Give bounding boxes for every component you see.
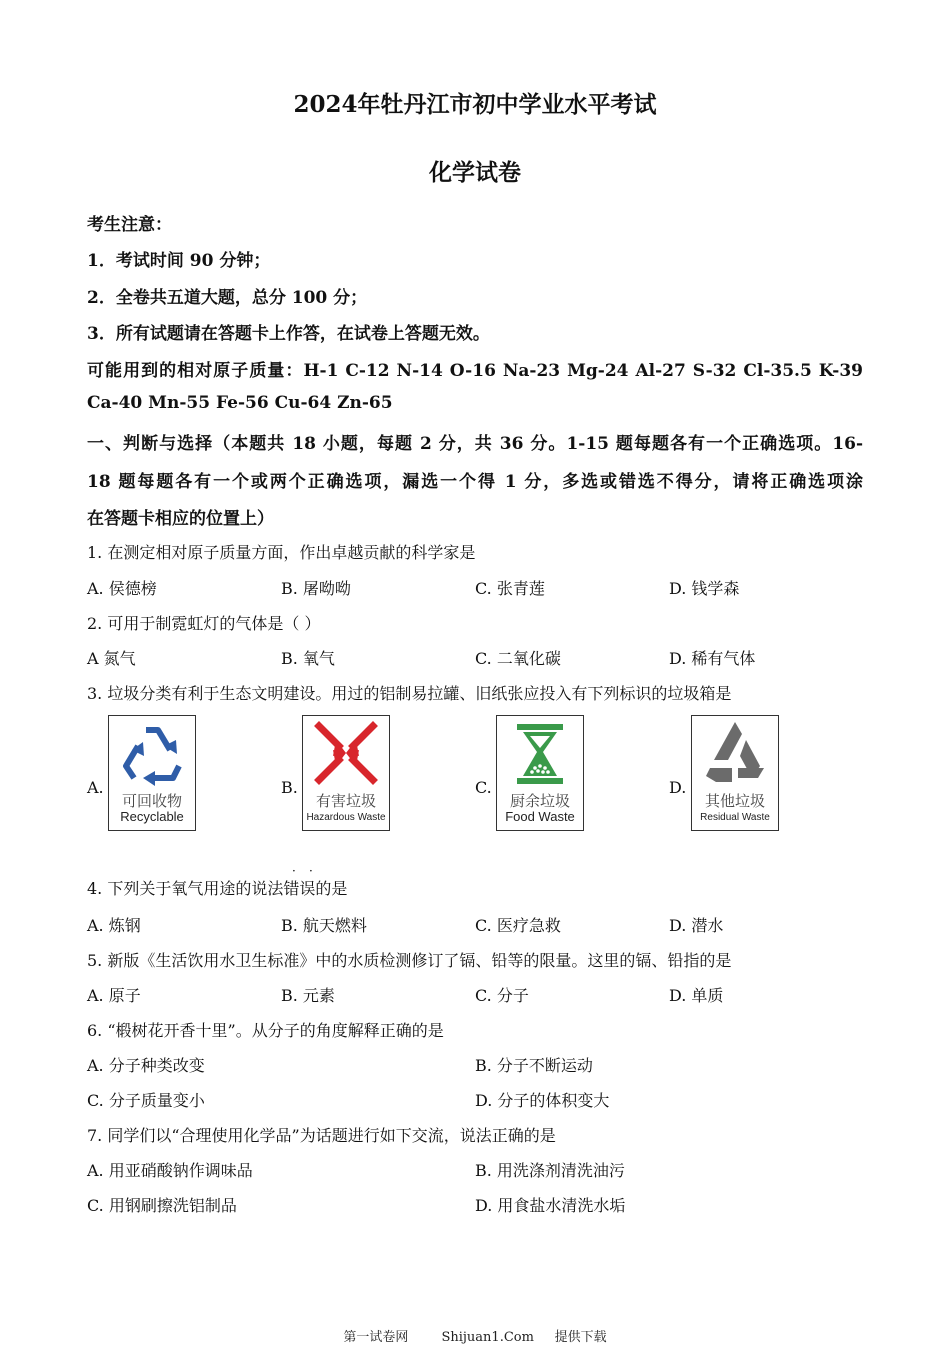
question-1-option-a[interactable]: A. 侯德榜 <box>87 579 157 598</box>
notice-heading: 考生注意： <box>87 215 172 235</box>
question-5-option-a[interactable]: A. 原子 <box>87 986 141 1005</box>
question-6-option-a[interactable]: A. 分子种类改变 <box>87 1056 205 1075</box>
question-1-stem: 1. 在测定相对原子质量方面，作出卓越贡献的科学家是 <box>87 543 476 562</box>
question-3-option-b[interactable]: B. <box>281 778 298 797</box>
page-footer: 第一试卷网 Shijuan1.Com 提供下载 <box>343 1330 607 1345</box>
exam-subtitle: 化学试卷 <box>429 159 521 186</box>
hazard-cross-icon <box>303 716 389 790</box>
question-1-option-d[interactable]: D. 钱学森 <box>669 579 740 598</box>
bin-label-cn: 厨余垃圾 <box>509 792 570 810</box>
hourglass-icon <box>497 716 583 790</box>
question-7-stem: 7. 同学们以“合理使用化学品”为话题进行如下交流，说法正确的是 <box>87 1126 556 1145</box>
bin-label-en: Hazardous Waste <box>306 812 386 823</box>
question-2-option-d[interactable]: D. 稀有气体 <box>669 649 756 668</box>
question-7-option-b[interactable]: B. 用洗涤剂清洗油污 <box>475 1161 625 1180</box>
atomic-mass-line-1: 可能用到的相对原子质量：H-1 C-12 N-14 O-16 Na-23 Mg-24 Al-27 S-32 Cl-35.5 K-39 <box>87 361 863 381</box>
question-3-option-d[interactable]: D. <box>669 778 687 797</box>
notice-item-2: 2．全卷共五道大题，总分 100 分； <box>87 288 368 308</box>
residual-waste-bin-sign[interactable] <box>691 715 779 831</box>
question-2-option-a[interactable]: A 氮气 <box>87 649 136 668</box>
question-4-option-d[interactable]: D. 潜水 <box>669 916 724 935</box>
question-4-option-a[interactable]: A. 炼钢 <box>87 916 141 935</box>
bin-label-en: Food Waste <box>505 809 575 824</box>
question-4-option-b[interactable]: B. 航天燃料 <box>281 916 367 935</box>
food-waste-bin-sign[interactable] <box>496 715 584 831</box>
bin-label-cn: 其他垃圾 <box>704 792 765 810</box>
residual-triangle-icon <box>692 716 778 790</box>
question-6-stem: 6. “椴树花开香十里”。从分子的角度解释正确的是 <box>87 1021 444 1040</box>
question-3-option-c[interactable]: C. <box>475 778 492 797</box>
question-6-option-c[interactable]: C. 分子质量变小 <box>87 1091 205 1110</box>
bin-label-cn: 有害垃圾 <box>315 792 376 810</box>
question-7-option-a[interactable]: A. 用亚硝酸钠作调味品 <box>87 1161 253 1180</box>
exam-title: 2024年牡丹江市初中学业水平考试 <box>293 91 657 118</box>
atomic-mass-line-2: Ca-40 Mn-55 Fe-56 Cu-64 Zn-65 <box>87 393 393 413</box>
recyclable-bin-sign[interactable] <box>108 715 196 831</box>
section1-instructions-line-2: 18 题每题各有一个或两个正确选项，漏选一个得 1 分，多选或错选不得分，请将正确选项涂 <box>87 472 863 492</box>
question-5-stem: 5. 新版《生活饮用水卫生标准》中的水质检测修订了镉、铅等的限量。这里的镉、铅指的是 <box>87 951 732 970</box>
question-3-option-a[interactable]: A. <box>87 778 104 797</box>
question-3-stem: 3. 垃圾分类有利于生态文明建设。用过的铝制易拉罐、旧纸张应投入有下列标识的垃圾箱是 <box>87 684 732 703</box>
question-6-option-d[interactable]: D. 分子的体积变大 <box>475 1091 610 1110</box>
question-7-option-d[interactable]: D. 用食盐水清洗水垢 <box>475 1196 626 1215</box>
bin-label-en: Recyclable <box>120 809 184 824</box>
bin-label-en: Residual Waste <box>700 812 770 823</box>
section1-instructions-line-3: 在答题卡相应的位置上） <box>87 509 274 529</box>
question-1-option-b[interactable]: B. 屠呦呦 <box>281 579 351 598</box>
emphasis-dot: · <box>309 864 313 878</box>
question-2-stem: 2. 可用于制霓虹灯的气体是（ ） <box>87 614 321 633</box>
question-5-option-b[interactable]: B. 元素 <box>281 986 335 1005</box>
question-7-option-c[interactable]: C. 用钢刷擦洗铝制品 <box>87 1196 237 1215</box>
bin-label-cn: 可回收物 <box>121 792 182 810</box>
question-4-option-c[interactable]: C. 医疗急救 <box>475 916 561 935</box>
question-2-option-c[interactable]: C. 二氧化碳 <box>475 649 561 668</box>
question-1-option-c[interactable]: C. 张青莲 <box>475 579 545 598</box>
question-6-option-b[interactable]: B. 分子不断运动 <box>475 1056 593 1075</box>
hazardous-bin-sign[interactable] <box>302 715 390 831</box>
section1-instructions-line-1: 一、判断与选择（本题共 18 小题，每题 2 分，共 36 分。1-15 题每题各有一个正确选项。16- <box>87 434 863 454</box>
emphasis-dot: · <box>292 864 296 878</box>
notice-item-3: 3．所有试题请在答题卡上作答，在试卷上答题无效。 <box>87 324 490 344</box>
recycle-icon <box>109 716 195 790</box>
question-4-stem: 4. 下列关于氧气用途的说法错误的是 <box>87 879 348 898</box>
notice-item-1: 1．考试时间 90 分钟； <box>87 251 271 271</box>
question-5-option-d[interactable]: D. 单质 <box>669 986 724 1005</box>
question-5-option-c[interactable]: C. 分子 <box>475 986 529 1005</box>
question-2-option-b[interactable]: B. 氧气 <box>281 649 335 668</box>
